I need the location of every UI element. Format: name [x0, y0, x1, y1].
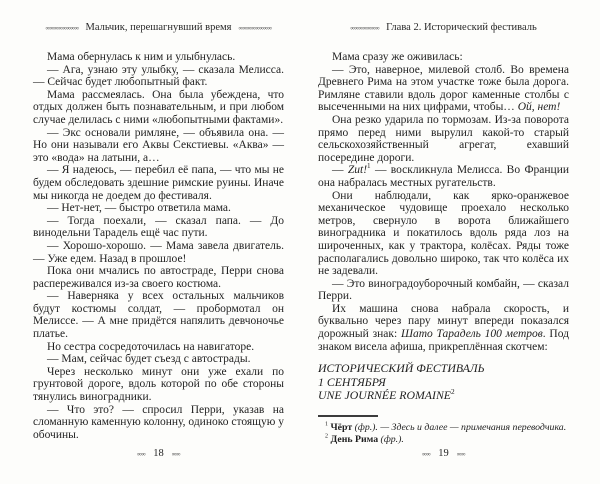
footnote-marker: 1 [325, 421, 329, 428]
text-run: — воскликнула Мелисса. Во Франции она набралась местных ругательств. [318, 164, 570, 189]
text-run: Мама обернулась к ним и улыбнулась. [47, 51, 236, 63]
footnote-rule [318, 415, 378, 417]
chain-ornament-icon: ∞∞ [421, 450, 431, 458]
text-run: Zut! [347, 164, 368, 177]
text-run: Ой, нет! [517, 101, 561, 114]
text-run: — [332, 164, 348, 177]
paragraph [33, 341, 284, 354]
paragraph [33, 404, 284, 442]
paragraph [318, 190, 569, 278]
text-run: Она резко ударила по тормозам. Из-за поворота прямо перед ними вырулил какой-то старый сельскохозяйственный агрегат, ехавший посередине дороги. [318, 113, 569, 164]
festival-sign-line [318, 389, 569, 403]
footnote-marker: 2 [325, 434, 329, 441]
page-number-left: 18 [153, 448, 164, 459]
text-run: Мама рассмеялась. Она была убеждена, что отдых должен быть познавательным, и при любом случае делилась с ними «любопытными фактами». [33, 88, 284, 126]
paragraph [33, 366, 284, 404]
running-head-title-right: Глава 2. Исторический фестиваль [386, 22, 537, 33]
chain-ornament-icon: ∞∞∞∞∞∞∞∞ [45, 24, 79, 32]
paragraph [33, 89, 284, 127]
paragraph [33, 215, 284, 240]
footnote-marker: 1 [367, 162, 371, 171]
text-run: — Наверняка у всех остальных мальчиков будут костюмы солдат, — пробормотал он Мелиссе. — А мне придётся напялить девчоночье платье. [33, 290, 284, 341]
paragraph [33, 265, 284, 290]
paragraph [33, 51, 284, 64]
text-run: (фр.). — Здесь и далее — примечания переводчика. [352, 422, 567, 434]
running-head-title-left: Мальчик, перешагнувший время [85, 22, 232, 33]
text-run: День Рима [328, 434, 379, 446]
paragraph [318, 51, 569, 64]
paragraph [318, 303, 569, 353]
text-run: Их машина снова набрала скорость, и буквально через пару минут впереди показался дорожный знак: [318, 302, 569, 341]
paragraph [33, 353, 284, 366]
paragraph [33, 290, 284, 340]
text-run: — Хорошо-хорошо. — Мама завела двигатель. — Уже едем. Назад в прошлое! [33, 239, 284, 265]
text-run: . Под знаком висела афиша, прикреплённая скотчем: [318, 328, 569, 353]
page-number-right: 19 [438, 448, 449, 459]
festival-sign-line [318, 362, 569, 376]
text-run: — Я надеюсь, — перебил её папа, — что мы не будем обследовать здешние римские руины. Иначе мы никогда не доедем до фестиваля. [33, 164, 284, 202]
chain-ornament-icon: ∞∞∞∞∞∞∞ [350, 24, 380, 32]
running-head-left [33, 22, 284, 34]
paragraph [33, 164, 284, 202]
text-run: Чёрт [328, 422, 353, 434]
text-run: Мама сразу же оживилась: [332, 51, 463, 63]
page-footer-right [318, 448, 569, 460]
text-run: — Это, наверное, милевой столб. Во времена Древнего Рима на этом участке тоже была дорога. Римляне ставили вдоль дорог каменные столбы с высеченными на них цифрами, чтобы… [318, 63, 569, 114]
paragraph [33, 64, 284, 89]
paragraph [33, 240, 284, 265]
paragraph [318, 64, 569, 114]
paragraph [33, 127, 284, 165]
paragraph [318, 164, 569, 189]
paragraph [33, 202, 284, 215]
footnote [318, 434, 569, 446]
chain-ornament-icon: ∞∞∞∞∞∞∞∞ [238, 24, 272, 32]
page-body-right [318, 51, 569, 353]
text-run: — Тогда поехали, — сказал папа. — До винодельни Тарадель ещё час пути. [33, 214, 284, 240]
footnotes-section [318, 415, 569, 447]
text-run: Пока они мчались по автостраде, Перри снова распереживался из-за своего костюма. [33, 265, 284, 290]
text-run: ИСТОРИЧЕСКИЙ ФЕСТИВАЛЬ [318, 361, 485, 376]
text-run: — Что это? — спросил Перри, указав на сломанную каменную колонну, одиноко стоящую у обочины. [33, 403, 284, 441]
footnote [318, 422, 569, 434]
page-right [300, 0, 600, 484]
chain-ornament-icon: ∞∞ [136, 450, 146, 458]
text-run: — Ага, узнаю эту улыбку, — сказала Мелисса. — Сейчас будет любопытный факт. [33, 63, 284, 89]
text-run: UNE JOURNÉE ROMAINE [318, 388, 452, 403]
text-run: 1 СЕНТЯБРЯ [318, 374, 386, 389]
page-footer-left [33, 448, 284, 460]
page-body-left [33, 51, 284, 441]
text-run: Через несколько минут они уже ехали по грунтовой дороге, вдоль которой по обе стороны тянулись виноградники. [33, 365, 284, 404]
paragraph [318, 114, 569, 164]
running-head-right [318, 22, 569, 34]
text-run: (фр.). [378, 434, 404, 446]
chain-ornament-icon: ∞∞ [456, 450, 466, 458]
text-run: — Нет-нет, — быстро ответила мама. [47, 202, 231, 215]
text-run: — Это виноградоуборочный комбайн, — сказал Перри. [318, 277, 569, 303]
text-run: Но сестра сосредоточилась на навигаторе. [47, 340, 255, 353]
footnote-marker: 2 [451, 387, 455, 397]
paragraph [318, 278, 569, 303]
festival-sign-block [318, 362, 569, 403]
text-run: Они наблюдали, как ярко-оранжевое механическое чудовище проехало несколько метров, свернуло в ворота ближайшего виноградника и покатилось вдоль ряда лоз на широченных, как у трактора, колёсах. Ряды тоже располагались довольно широко, так что колёса их не задевали. [318, 189, 569, 278]
text-run: — Мам, сейчас будет съезд с автострады. [47, 353, 251, 366]
text-run: — Экс основали римляне, — объявила она. — Но они называли его Аквы Секстиевы. «Аква» — это «вода» на латыни, а… [33, 126, 284, 164]
chain-ornament-icon: ∞∞ [171, 450, 181, 458]
text-run: Шато Тарадель 100 метров [400, 328, 543, 341]
footnote-list [318, 422, 569, 447]
